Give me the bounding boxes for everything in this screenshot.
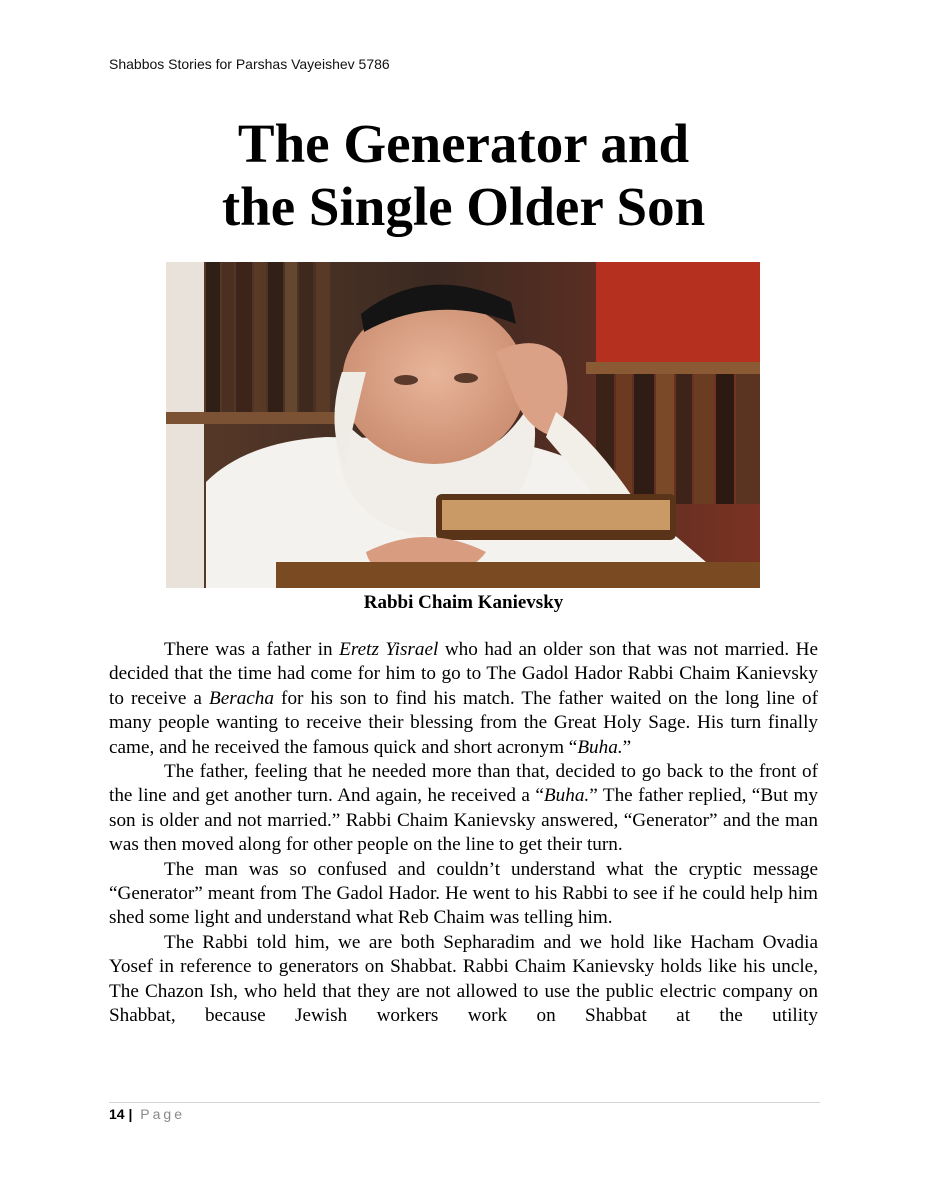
title-line-1: The Generator and (237, 113, 690, 174)
paragraph-3: The man was so confused and couldn’t understand what the cryptic message “Generator” meant from The Gadol Hador. He went to his Rabbi to see if he could help him shed some light and understand what Reb Chaim was telling him. (109, 858, 818, 929)
running-header: Shabbos Stories for Parshas Vayeishev 5786 (109, 56, 390, 72)
paragraph-2: The father, feeling that he needed more than that, decided to go back to the front of the line and get another turn. And again, he received a “Buha.” The father replied, “But my son is older and not married.” Rabbi Chaim Kanievsky answered, “Generator” and the man was then moved along for other people on the line to get their turn. (109, 761, 819, 856)
page-label: Page (140, 1106, 185, 1122)
article-body (109, 638, 818, 1029)
footer-divider (109, 1102, 820, 1103)
photo-caption: Rabbi Chaim Kanievsky (363, 592, 564, 613)
footer-separator: | (128, 1106, 133, 1122)
rabbi-photo (166, 262, 760, 588)
paragraph-4: The Rabbi told him, we are both Sepharadim and we hold like Hacham Ovadia Yosef in reference to generators on Shabbat. Rabbi Chaim Kanievsky holds like his uncle, The Chazon Ish, who held that they are not allowed to use the public electric company on Shabbat, because Jewish workers work on Shabbat at the utility (109, 931, 818, 1027)
article-title (0, 112, 927, 238)
page-footer (109, 1106, 185, 1122)
paragraph-1: There was a father in Eretz Yisrael who had an older son that was not married. He decided that the time had come for him to go to The Gadol Hador Rabbi Chaim Kanievsky to receive a Beracha for his son to find his match. The father waited on the long line of many people wanting to receive their blessing from the Great Holy Sage. His turn finally came, and he received the famous quick and short acronym “Buha.” (109, 639, 818, 758)
page-number: 14 (109, 1106, 125, 1122)
title-line-2: the Single Older Son (221, 176, 706, 237)
